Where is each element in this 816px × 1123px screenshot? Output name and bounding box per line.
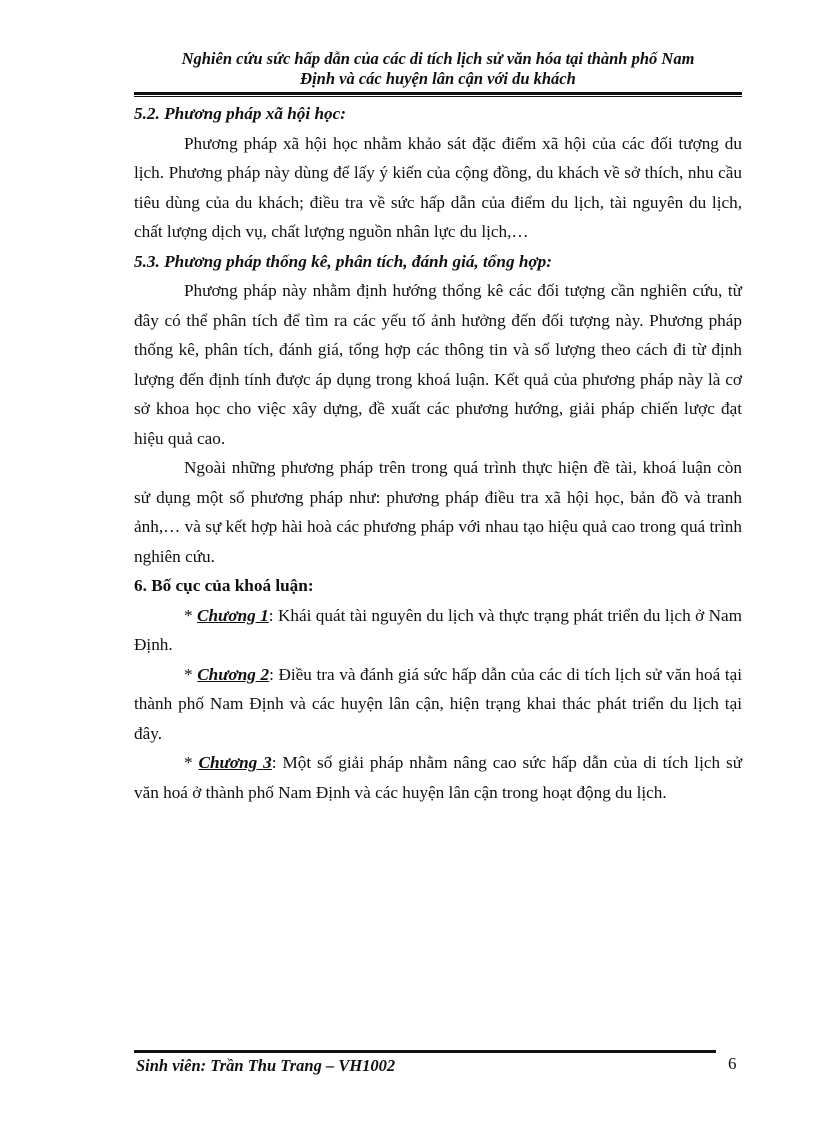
chapter-2-text: : Điều tra và đánh giá sức hấp dẫn của các di tích lịch sử văn hoá tại thành phố Nam Định và các huyện lân cận, hiện trạng khai thác phát triển du lịch tại đây.	[134, 664, 743, 743]
chapter-1-text: : Khái quát tài nguyên du lịch và thực trạng phát triển du lịch ở Nam Định.	[134, 605, 743, 654]
header-line-1: Nghiên cứu sức hấp dẫn của các di tích lịch sử văn hóa tại thành phố Nam	[181, 49, 695, 68]
chapter-3-label: Chương 3	[198, 753, 272, 772]
header-rule	[134, 92, 742, 95]
chapter-1-label: Chương 1	[197, 605, 269, 625]
page-body	[134, 99, 742, 807]
chapter-2-label: Chương 2	[197, 664, 270, 684]
footer-rule	[134, 1050, 716, 1053]
bullet-marker: *	[184, 753, 199, 772]
running-header	[134, 49, 742, 89]
chapter-3-item	[134, 748, 742, 807]
section-5-2-paragraph: Phương pháp xã hội học nhằm khảo sát đặc điểm xã hội của các đối tượng du lịch. Phương pháp này dùng để lấy ý kiến của cộng đồng, du khách về sở thích, nhu cầu tiêu dùng của du khách; điều tra về sức hấp dẫn của điểm du lịch, tài nguyên du lịch, chất lượng dịch vụ, chất lượng nguồn nhân lực du lịch,…	[134, 133, 742, 241]
page-number: 6	[728, 1054, 737, 1073]
chapter-3-text: : Một số giải pháp nhằm nâng cao sức hấp dẫn của di tích lịch sử văn hoá ở thành phố Nam Định và các huyện lân cận trong hoạt động du lịch.	[134, 753, 743, 802]
bullet-marker: *	[184, 664, 198, 684]
header-rule-thin	[134, 96, 742, 97]
section-5-3-paragraph-1: Phương pháp này nhằm định hướng thống kê các đối tượng cần nghiên cứu, từ đây có thể phân tích để tìm ra các yếu tố ảnh hưởng đến đối tượng này. Phương pháp thống kê, phân tích, đánh giá, tổng hợp các thông tin và số lượng theo cách đi từ định lượng đến định tính được áp dụng trong khoá luận. Kết quả của phương pháp này là cơ sở khoa học cho việc xây dựng, đề xuất các phương hướng, giải pháp chiến lược đạt hiệu quả cao.	[134, 281, 742, 448]
section-5-3-heading: 5.3. Phương pháp thống kê, phân tích, đánh giá, tổng hợp:	[134, 251, 552, 271]
chapter-2-item	[134, 660, 742, 749]
bullet-marker: *	[184, 605, 198, 625]
section-6-heading: 6. Bố cục của khoá luận:	[134, 576, 314, 595]
chapter-1-item	[134, 601, 742, 660]
section-5-2-heading: 5.2. Phương pháp xã hội học:	[134, 104, 346, 123]
header-line-2: Định và các huyện lân cận với du khách	[300, 69, 576, 88]
footer-student: Sinh viên: Trần Thu Trang – VH1002	[136, 1056, 396, 1075]
section-5-3-paragraph-2: Ngoài những phương pháp trên trong quá trình thực hiện đề tài, khoá luận còn sử dụng một số phương pháp như: phương pháp điều tra xã hội học, bản đồ và tranh ảnh,… và sự kết hợp hài hoà các phương pháp với nhau tạo hiệu quả cao trong quá trình nghiên cứu.	[134, 458, 742, 566]
